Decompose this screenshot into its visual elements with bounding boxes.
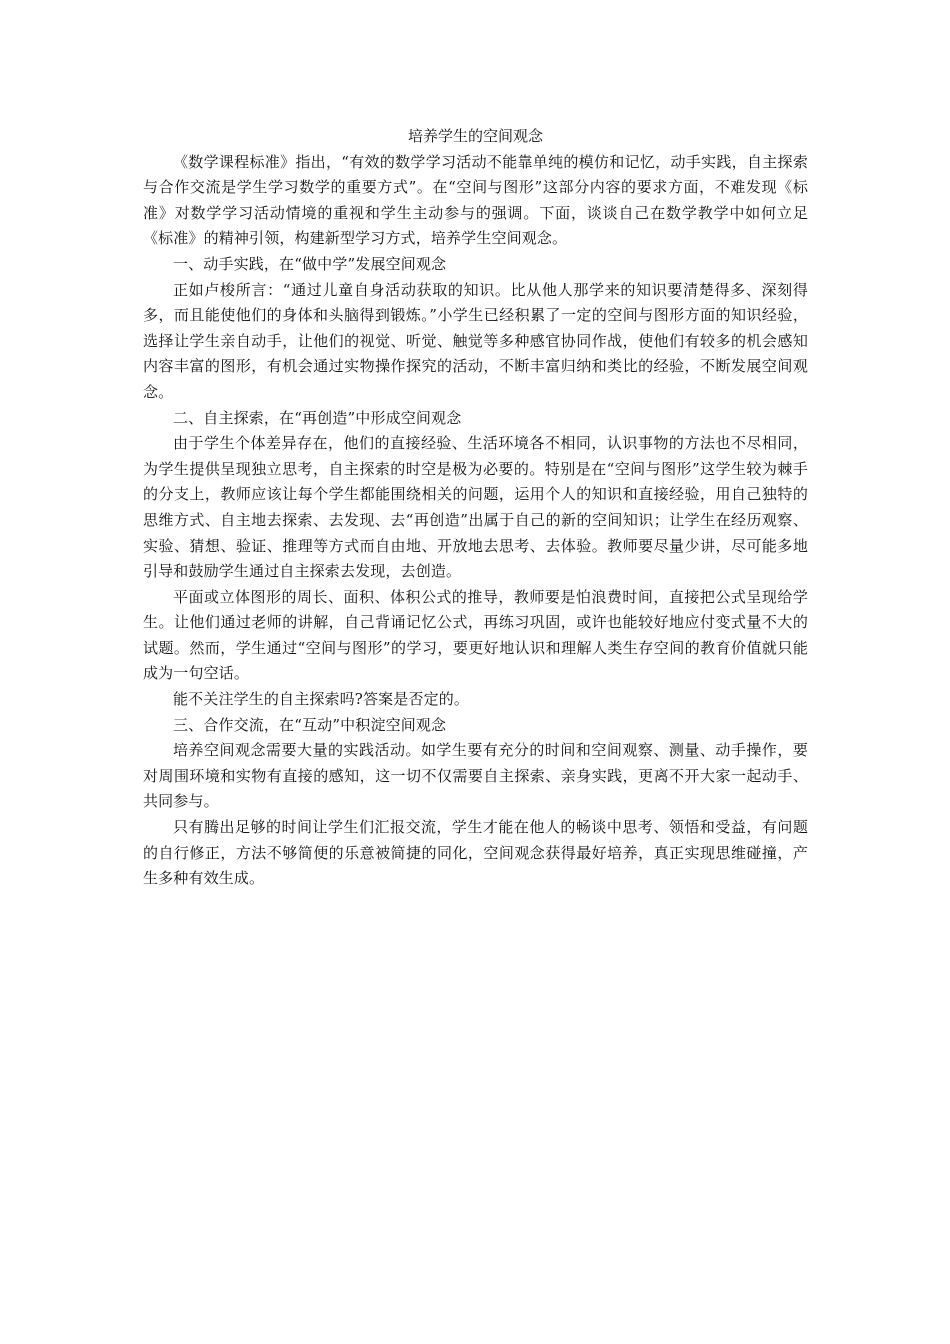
- paragraph-section-2b: 平面或立体图形的周长、面积、体积公式的推导，教师要是怕浪费时间，直接把公式呈现给学生。让他们通过老师的讲解，自己背诵记忆公式，再练习巩固，或许也能较好地应付变式量不大的试题。然而，学生通过“空间与图形”的学习，要更好地认识和理解人类生存空间的教育价值就只能成为一句空话。: [143, 587, 808, 683]
- section-heading-1: 一、动手实践，在“做中学”发展空间观念: [173, 254, 447, 273]
- paragraph-section-3b: 只有腾出足够的时间让学生们汇报交流，学生才能在他人的畅谈中思考、领悟和受益，有问题的自行修正，方法不够简便的乐意被简捷的同化，空间观念获得最好培养，真正实现思维碰撞，产生多种有效生成。: [143, 818, 808, 888]
- paragraph-section-3a: 培养空间观念需要大量的实践活动。如学生要有充分的时间和空间观察、测量、动手操作，要对周围环境和实物有直接的感知，这一切不仅需要自主探索、亲身实践，更离不开大家一起动手、共同参与。: [143, 741, 808, 811]
- section-heading-3: 三、合作交流，在“互动”中积淀空间观念: [173, 715, 447, 734]
- paragraph-section-1: 正如卢梭所言：“通过儿童自身活动获取的知识。比从他人那学来的知识要清楚得多、深刻得多，而且能使他们的身体和头脑得到锻炼。”小学生已经积累了一定的空间与图形方面的知识经验，选择让学生亲自动手，让他们的视觉、听觉、触觉等多种感官协同作战，使他们有较多的机会感知内容丰富的图形，有机会通过实物操作探究的活动，不断丰富归纳和类比的经验，不断发展空间观念。: [143, 280, 808, 401]
- document-title: 培养学生的空间观念: [407, 127, 543, 145]
- paragraph-section-2c: 能不关注学生的自主探索吗?答案是否定的。: [173, 690, 470, 709]
- paragraph-section-2a: 由于学生个体差异存在，他们的直接经验、生活环境各不相同，认识事物的方法也不尽相同，为学生提供呈现独立思考，自主探索的时空是极为必要的。特别是在“空间与图形”这学生较为棘手的分支上，教师应该让每个学生都能围绕相关的问题，运用个人的知识和直接经验，用自己独特的思维方式、自主地去探索、去发现、去“再创造”出属于自己的新的空间知识；让学生在经历观察、实验、猜想、验证、推理等方式而自由地、开放地去思考、去体验。教师要尽量少讲，尽可能多地引导和鼓励学生通过自主探索去发现，去创造。: [143, 434, 808, 581]
- document-body: [143, 124, 808, 892]
- paragraph-intro: 《数学课程标准》指出，“有效的数学学习活动不能靠单纯的模仿和记忆，动手实践，自主探索与合作交流是学生学习数学的重要方式”。在“空间与图形”这部分内容的要求方面，不难发现《标准》对数学学习活动情境的重视和学生主动参与的强调。下面，谈谈自己在数学教学中如何立足《标准》的精神引领，构建新型学习方式，培养学生空间观念。: [143, 152, 808, 248]
- section-heading-2: 二、自主探索，在“再创造”中形成空间观念: [173, 408, 462, 427]
